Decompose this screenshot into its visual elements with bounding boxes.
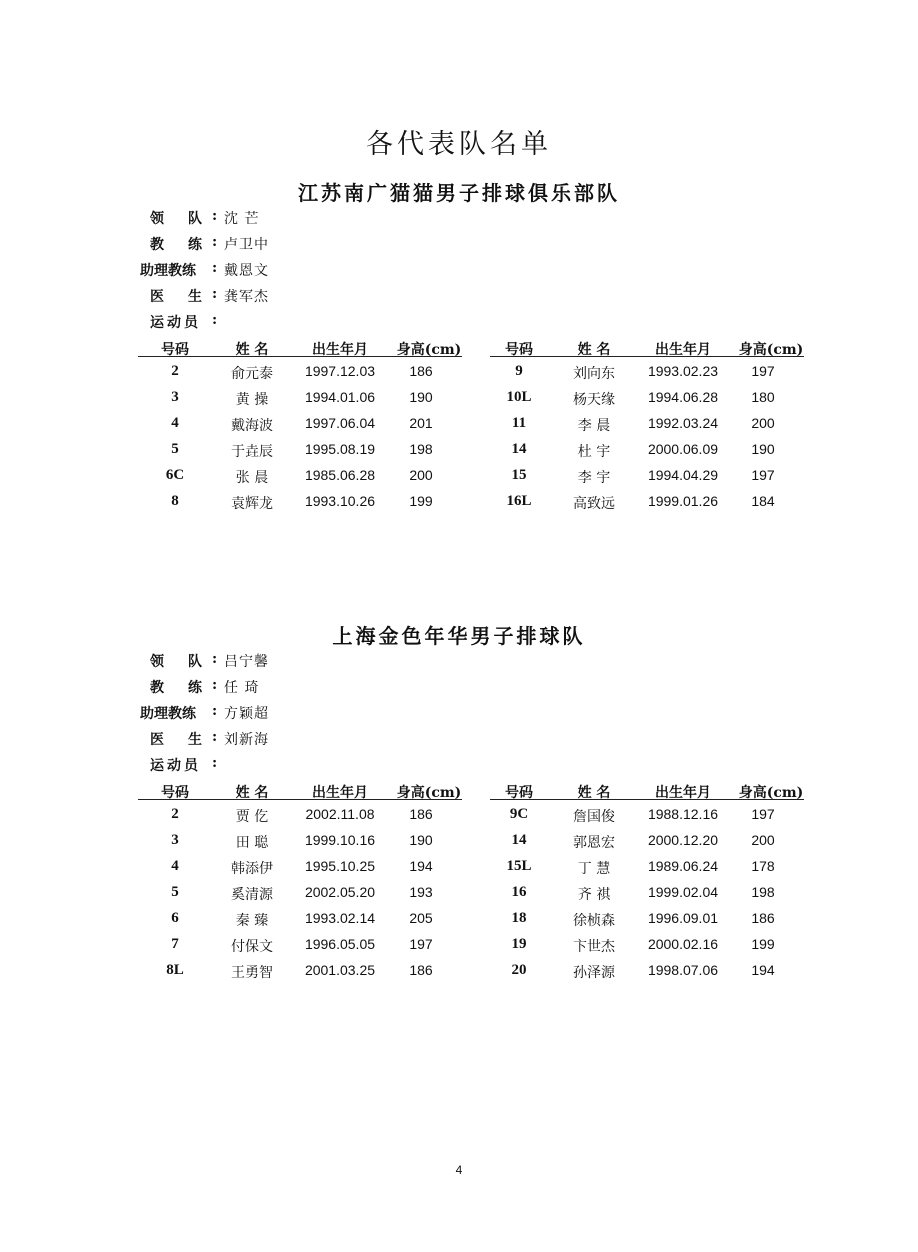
player-height: 184 [751, 493, 775, 509]
header-number: 号码 [505, 342, 533, 358]
header-name: 姓 名 [577, 785, 611, 801]
header-name: 姓 名 [235, 785, 269, 801]
player-birth: 2000.02.16 [647, 936, 719, 952]
player-birth: 2002.11.08 [305, 806, 375, 822]
player-height: 198 [751, 884, 775, 900]
staff-colon: : [212, 651, 218, 667]
page-title: 各代表队名单 [366, 129, 552, 160]
staff-label [140, 260, 212, 280]
player-birth: 1996.09.01 [647, 910, 719, 926]
staff-label-text: 教 [150, 680, 164, 696]
player-height: 197 [751, 467, 775, 483]
player-birth: 1999.10.16 [304, 832, 376, 848]
staff-colon: : [212, 677, 218, 693]
player-number: 10L [506, 389, 532, 405]
header-birth: 出生年月 [655, 785, 711, 801]
player-height: 178 [751, 858, 775, 874]
staff-label-text: 医 [150, 732, 164, 748]
player-birth: 1989.06.24 [647, 858, 719, 874]
player-name: 田 聪 [235, 835, 269, 851]
player-birth: 1994.04.29 [647, 467, 719, 483]
header-name: 姓 名 [235, 342, 269, 358]
player-name: 高致远 [573, 496, 615, 512]
staff-colon: : [212, 286, 218, 302]
staff-value: 卢卫中 [224, 237, 269, 253]
staff-label-text: 助理教练 [140, 706, 196, 722]
staff-label-text: 领 [150, 211, 164, 227]
staff-label-text: 生 [188, 289, 202, 305]
player-birth: 1997.06.04 [304, 415, 376, 431]
player-birth: 2000.12.20 [647, 832, 719, 848]
player-name: 王勇智 [231, 965, 273, 981]
player-name: 张 晨 [235, 470, 269, 486]
staff-colon: : [212, 260, 218, 276]
player-number: 5 [171, 884, 179, 900]
staff-value: 龚军杰 [224, 289, 269, 305]
player-number: 14 [511, 441, 527, 457]
player-name: 奚清源 [231, 887, 273, 903]
player-name: 杜 宇 [577, 444, 611, 460]
player-number: 2 [171, 806, 179, 822]
player-number: 3 [171, 389, 179, 405]
player-name: 韩添伊 [231, 861, 273, 877]
player-number: 9C [509, 806, 529, 822]
player-number: 4 [171, 858, 179, 874]
staff-label [140, 703, 212, 723]
header-height: 身高(cm) [396, 785, 462, 801]
player-height: 197 [751, 363, 775, 379]
header-height: 身高(cm) [738, 785, 804, 801]
staff-label-text: 运动员 [150, 315, 201, 331]
player-height: 199 [409, 493, 433, 509]
player-number: 6C [165, 467, 185, 483]
player-name: 俞元泰 [231, 366, 273, 382]
player-birth: 1996.05.05 [304, 936, 376, 952]
player-height: 197 [409, 936, 433, 952]
staff-label-text: 运动员 [150, 758, 201, 774]
player-birth: 1999.02.04 [647, 884, 719, 900]
player-name: 李 晨 [577, 418, 611, 434]
player-name: 杨天缘 [573, 392, 615, 408]
player-name: 李 宇 [577, 470, 611, 486]
header-name: 姓 名 [577, 342, 611, 358]
player-birth: 1994.06.28 [647, 389, 719, 405]
header-number: 号码 [161, 342, 189, 358]
staff-colon: : [212, 755, 218, 771]
staff-value: 刘新海 [224, 732, 269, 748]
header-birth: 出生年月 [655, 342, 711, 358]
player-birth: 1993.10.26 [304, 493, 376, 509]
player-name: 齐 祺 [577, 887, 611, 903]
player-birth: 1994.01.06 [304, 389, 376, 405]
staff-label [140, 651, 212, 671]
player-number: 8L [166, 962, 184, 978]
staff-label [140, 677, 212, 697]
player-name: 付保文 [231, 939, 273, 955]
header-rule [490, 356, 804, 357]
player-height: 199 [751, 936, 775, 952]
staff-value: 戴恩文 [224, 263, 269, 279]
player-number: 9 [515, 363, 523, 379]
header-birth: 出生年月 [312, 785, 368, 801]
player-name: 刘向东 [573, 366, 615, 382]
player-height: 193 [409, 884, 433, 900]
player-height: 200 [409, 467, 433, 483]
staff-label-text: 教 [150, 237, 164, 253]
player-number: 5 [171, 441, 179, 457]
header-height: 身高(cm) [738, 342, 804, 358]
player-birth: 1993.02.23 [647, 363, 719, 379]
player-height: 190 [409, 389, 433, 405]
player-birth: 1995.08.19 [304, 441, 376, 457]
player-name: 詹国俊 [573, 809, 615, 825]
player-height: 180 [751, 389, 775, 405]
player-number: 14 [511, 832, 527, 848]
player-height: 186 [409, 806, 433, 822]
player-number: 18 [511, 910, 527, 926]
player-name: 丁 慧 [577, 861, 611, 877]
player-number: 16L [506, 493, 532, 509]
player-birth: 1999.01.26 [647, 493, 719, 509]
header-rule [490, 799, 804, 800]
player-number: 6 [171, 910, 179, 926]
staff-colon: : [212, 312, 218, 328]
player-height: 194 [751, 962, 775, 978]
player-height: 186 [409, 363, 433, 379]
staff-colon: : [212, 208, 218, 224]
player-number: 7 [171, 936, 179, 952]
player-name: 于垚辰 [231, 444, 273, 460]
player-name: 袁辉龙 [231, 496, 273, 512]
staff-label [140, 208, 212, 228]
player-height: 190 [751, 441, 775, 457]
header-rule [138, 356, 462, 357]
team-title: 江苏南广猫猫男子排球俱乐部队 [298, 181, 620, 205]
player-birth: 1993.02.14 [304, 910, 376, 926]
player-number: 11 [511, 415, 527, 431]
staff-label-text: 练 [188, 680, 202, 696]
player-height: 205 [409, 910, 433, 926]
staff-label [140, 312, 222, 332]
staff-colon: : [212, 234, 218, 250]
player-height: 198 [409, 441, 433, 457]
player-height: 186 [751, 910, 775, 926]
player-name: 卞世杰 [573, 939, 615, 955]
player-number: 15 [511, 467, 527, 483]
player-height: 197 [751, 806, 775, 822]
player-name: 黄 操 [235, 392, 269, 408]
staff-label-text: 医 [150, 289, 164, 305]
player-birth: 1985.06.28 [304, 467, 376, 483]
player-birth: 2002.05.20 [304, 884, 376, 900]
player-name: 郭恩宏 [573, 835, 615, 851]
staff-label-text: 领 [150, 654, 164, 670]
player-birth: 1998.07.06 [647, 962, 719, 978]
header-height: 身高(cm) [396, 342, 462, 358]
player-birth: 1988.12.16 [647, 806, 719, 822]
staff-value: 任 琦 [224, 680, 260, 696]
staff-label [140, 286, 212, 306]
player-number: 2 [171, 363, 179, 379]
player-name: 秦 臻 [235, 913, 269, 929]
staff-label-text: 生 [188, 732, 202, 748]
header-number: 号码 [161, 785, 189, 801]
player-name: 戴海波 [231, 418, 273, 434]
header-rule [138, 799, 462, 800]
player-number: 16 [511, 884, 527, 900]
staff-label-text: 练 [188, 237, 202, 253]
header-number: 号码 [505, 785, 533, 801]
staff-label-text: 队 [188, 211, 202, 227]
team-title: 上海金色年华男子排球队 [332, 624, 586, 648]
player-number: 20 [511, 962, 527, 978]
player-height: 200 [751, 415, 775, 431]
player-number: 19 [511, 936, 527, 952]
player-height: 200 [751, 832, 775, 848]
staff-value: 沈 芒 [224, 211, 260, 227]
player-birth: 2000.06.09 [647, 441, 719, 457]
staff-value: 吕宁馨 [224, 654, 269, 670]
player-number: 4 [171, 415, 179, 431]
player-height: 194 [409, 858, 433, 874]
player-number: 3 [171, 832, 179, 848]
player-height: 186 [409, 962, 433, 978]
player-number: 15L [506, 858, 532, 874]
player-height: 190 [409, 832, 433, 848]
player-birth: 1995.10.25 [304, 858, 376, 874]
staff-colon: : [212, 729, 218, 745]
player-birth: 1992.03.24 [647, 415, 719, 431]
staff-label-text: 队 [188, 654, 202, 670]
staff-label-text: 助理教练 [140, 263, 196, 279]
staff-value: 方颖超 [224, 706, 269, 722]
player-height: 201 [409, 415, 433, 431]
player-number: 8 [171, 493, 179, 509]
staff-label [140, 234, 212, 254]
staff-colon: : [212, 703, 218, 719]
page-number: 4 [455, 1163, 463, 1177]
player-name: 贾 仡 [235, 809, 269, 825]
player-birth: 1997.12.03 [304, 363, 376, 379]
staff-label [140, 729, 212, 749]
staff-label [140, 755, 222, 775]
player-name: 孙泽源 [573, 965, 615, 981]
player-name: 徐桢森 [573, 913, 615, 929]
header-birth: 出生年月 [312, 342, 368, 358]
player-birth: 2001.03.25 [304, 962, 376, 978]
